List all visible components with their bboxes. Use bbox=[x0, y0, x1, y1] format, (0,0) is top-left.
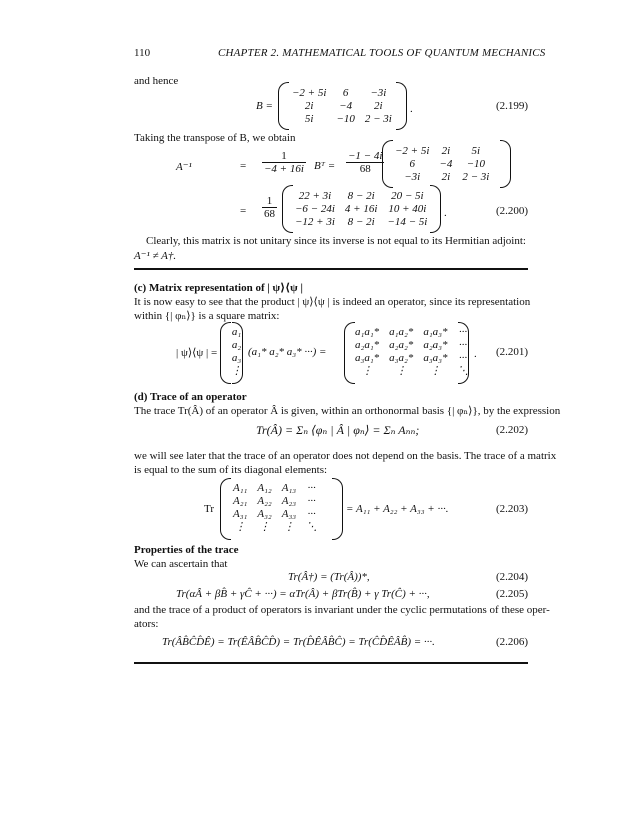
section-d-title: (d) Trace of an operator bbox=[134, 391, 247, 403]
cell: 2 − 3i bbox=[364, 112, 392, 125]
cell: 4 + 16i bbox=[344, 202, 378, 215]
properties-title: Properties of the trace bbox=[134, 544, 239, 556]
cell: −4 bbox=[339, 99, 353, 112]
cell: A₂₁ bbox=[233, 494, 248, 507]
eq203-rhs: = A₁₁ + A₂₂ + A₃₃ + ···. bbox=[346, 503, 449, 515]
eq200-matrix1 bbox=[390, 144, 494, 183]
cell: −14 − 5i bbox=[387, 215, 428, 228]
properties-body: We can ascertain that bbox=[134, 558, 228, 570]
cell: 20 − 5i bbox=[391, 189, 424, 202]
cell: a₃a₁* bbox=[355, 351, 380, 364]
eq204-number: (2.204) bbox=[496, 571, 529, 583]
cell: −3i bbox=[404, 170, 421, 183]
cell: 8 − 2i bbox=[347, 215, 375, 228]
eq203-matrix bbox=[228, 481, 322, 533]
cell: a₃a₃* bbox=[423, 351, 448, 364]
eq200-bt: Bᵀ = bbox=[314, 160, 336, 172]
cell: −2 + 5i bbox=[292, 86, 327, 99]
eq201-col-right-paren bbox=[232, 322, 243, 384]
cell: ⋮ bbox=[283, 521, 295, 533]
cell: ··· bbox=[458, 351, 468, 364]
eq200-matrix2 bbox=[290, 189, 432, 228]
cell: A₃₁ bbox=[233, 507, 248, 520]
eq201-lhs: | ψ⟩⟨ψ | = bbox=[176, 347, 218, 359]
section-divider bbox=[134, 268, 528, 270]
eq201-number: (2.201) bbox=[496, 346, 529, 358]
cell: ⋮ bbox=[234, 521, 246, 533]
eq202-number: (2.202) bbox=[496, 424, 529, 436]
eq200-m1-right-paren bbox=[500, 140, 511, 188]
cell: a₁a₂* bbox=[389, 325, 414, 338]
cell: a₂a₂* bbox=[389, 338, 414, 351]
para-and-hence: and hence bbox=[134, 75, 179, 87]
section-d-body-3: is equal to the sum of its diagonal elements: bbox=[134, 464, 328, 476]
cell: A₃₃ bbox=[281, 507, 297, 520]
cell: a₂a₃* bbox=[423, 338, 448, 351]
para-transpose: Taking the transpose of B, we obtain bbox=[134, 132, 296, 144]
eq200-number: (2.200) bbox=[496, 205, 529, 217]
cell: ⋮ bbox=[259, 521, 271, 533]
cell: 2i bbox=[304, 99, 314, 112]
cell: a₁ bbox=[231, 325, 242, 338]
eq200-equals-2: = bbox=[240, 205, 247, 217]
cell: 2 − 3i bbox=[462, 170, 490, 183]
cell: 6 bbox=[409, 157, 415, 170]
cell: 6 bbox=[342, 86, 349, 99]
eq201-matrix bbox=[350, 325, 473, 377]
cell: ⋮ bbox=[231, 365, 242, 377]
cell: −3i bbox=[370, 86, 387, 99]
cell: a₂a₁* bbox=[355, 338, 380, 351]
cell: −4 bbox=[439, 157, 453, 170]
cell: ⋮ bbox=[361, 365, 373, 377]
cell: A₂₃ bbox=[281, 494, 297, 507]
eq200-frac1: $\frac{1}{-4 + 16i}$ bbox=[264, 150, 304, 175]
section-c-body-1: It is now easy to see that the product | ψ⟩⟨ψ | is indeed an operator, since its representation bbox=[134, 296, 531, 308]
eq205-number: (2.205) bbox=[496, 588, 529, 600]
eq206-number: (2.206) bbox=[496, 636, 529, 648]
cell: 8 − 2i bbox=[347, 189, 375, 202]
section-d-body-1: The trace Tr(Â) of an operator Â is given, within an orthonormal basis {| φₙ⟩}, by the expression bbox=[134, 405, 561, 417]
eq206: Tr(ÂB̂ĈD̂Ê) = Tr(ÊÂB̂ĈD̂) = Tr(D̂ÊÂB̂Ĉ) = Tr(ĈD̂ÊÂB̂) = ···. bbox=[162, 636, 435, 648]
cell: ··· bbox=[307, 507, 316, 520]
section-divider-bottom bbox=[134, 662, 528, 664]
eq199-matrix bbox=[287, 86, 397, 125]
para-clearly-eq: A⁻¹ ≠ A†. bbox=[134, 250, 177, 262]
eq205: Tr(αÂ + βB̂ + γĈ + ···) = αTr(Â) + βTr(B̂) + γ Tr(Ĉ) + ···, bbox=[176, 588, 430, 600]
cell: 2i bbox=[441, 144, 451, 157]
cell: A₁₁ bbox=[233, 481, 248, 494]
cell: A₂₂ bbox=[257, 494, 272, 507]
eq202: Tr(Â) = Σₙ ⟨φₙ | Â | φₙ⟩ = Σₙ Aₙₙ; bbox=[256, 423, 420, 437]
eq200-m2-right-paren bbox=[430, 185, 441, 233]
eq200-frac3: $\frac{1}{68}$ bbox=[264, 195, 275, 220]
eq203-number: (2.203) bbox=[496, 503, 529, 515]
cell: 2i bbox=[441, 170, 451, 183]
eq200-frac2: $\frac{-1 - 4i}{68}$ bbox=[348, 150, 383, 175]
cell: 10 + 40i bbox=[388, 202, 427, 215]
eq200-lhs: A⁻¹ bbox=[176, 161, 192, 173]
cyclic-text-2: ators: bbox=[134, 618, 159, 630]
cell: 5i bbox=[471, 144, 481, 157]
cell: −2 + 5i bbox=[395, 144, 430, 157]
cell: −10 bbox=[466, 157, 486, 170]
section-c-body-2: within {| φₙ⟩} is a square matrix: bbox=[134, 310, 280, 322]
section-c-title: (c) Matrix representation of | ψ⟩⟨ψ | bbox=[134, 282, 303, 294]
cell: a₁a₁* bbox=[355, 325, 380, 338]
cell: a₃a₂* bbox=[389, 351, 414, 364]
cell: A₃₂ bbox=[257, 507, 272, 520]
eq201-row-vector: (a₁* a₂* a₃* ···) = bbox=[248, 346, 327, 358]
cell: 5i bbox=[304, 112, 314, 125]
cell: −12 + 3i bbox=[295, 215, 335, 228]
cell: a₃ bbox=[231, 351, 242, 364]
cell: ··· bbox=[307, 481, 316, 494]
page-number: 110 bbox=[134, 47, 151, 59]
section-d-body-2: we will see later that the trace of an operator does not depend on the basis. The trace of a matrix bbox=[134, 450, 557, 462]
eq203-right-paren bbox=[332, 478, 343, 540]
cell: 22 + 3i bbox=[298, 189, 332, 202]
cell: ··· bbox=[458, 338, 468, 351]
eq199-number: (2.199) bbox=[496, 100, 529, 112]
eq204: Tr(Â†) = (Tr(Â))*, bbox=[288, 571, 370, 583]
cell: −10 bbox=[336, 112, 355, 125]
eq200-equals-1: = bbox=[240, 160, 247, 172]
cell: A₁₃ bbox=[281, 481, 297, 494]
cell: A₁₂ bbox=[257, 481, 272, 494]
cell: −6 − 24i bbox=[295, 202, 335, 215]
running-header: CHAPTER 2. MATHEMATICAL TOOLS OF QUANTUM MECHANICS bbox=[218, 47, 546, 59]
cell: ⋱ bbox=[457, 365, 469, 377]
eq199-lhs: B = bbox=[256, 100, 273, 112]
cell: a₁a₃* bbox=[423, 325, 448, 338]
cyclic-text-1: and the trace of a product of operators is invariant under the cyclic permutations of these oper- bbox=[134, 604, 550, 616]
eq203-lhs: Tr bbox=[204, 503, 214, 515]
cell: ··· bbox=[458, 325, 468, 338]
cell: ⋱ bbox=[306, 521, 318, 533]
cell: ⋮ bbox=[395, 365, 407, 377]
cell: ⋮ bbox=[429, 365, 441, 377]
cell: 2i bbox=[374, 99, 383, 112]
para-clearly: Clearly, this matrix is not unitary since its inverse is not equal to its Hermitian adjoint: bbox=[146, 235, 526, 247]
eq201-m-right-paren bbox=[458, 322, 469, 384]
eq199-right-paren bbox=[396, 82, 407, 130]
cell: ··· bbox=[307, 494, 316, 507]
cell: a₂ bbox=[231, 338, 242, 351]
